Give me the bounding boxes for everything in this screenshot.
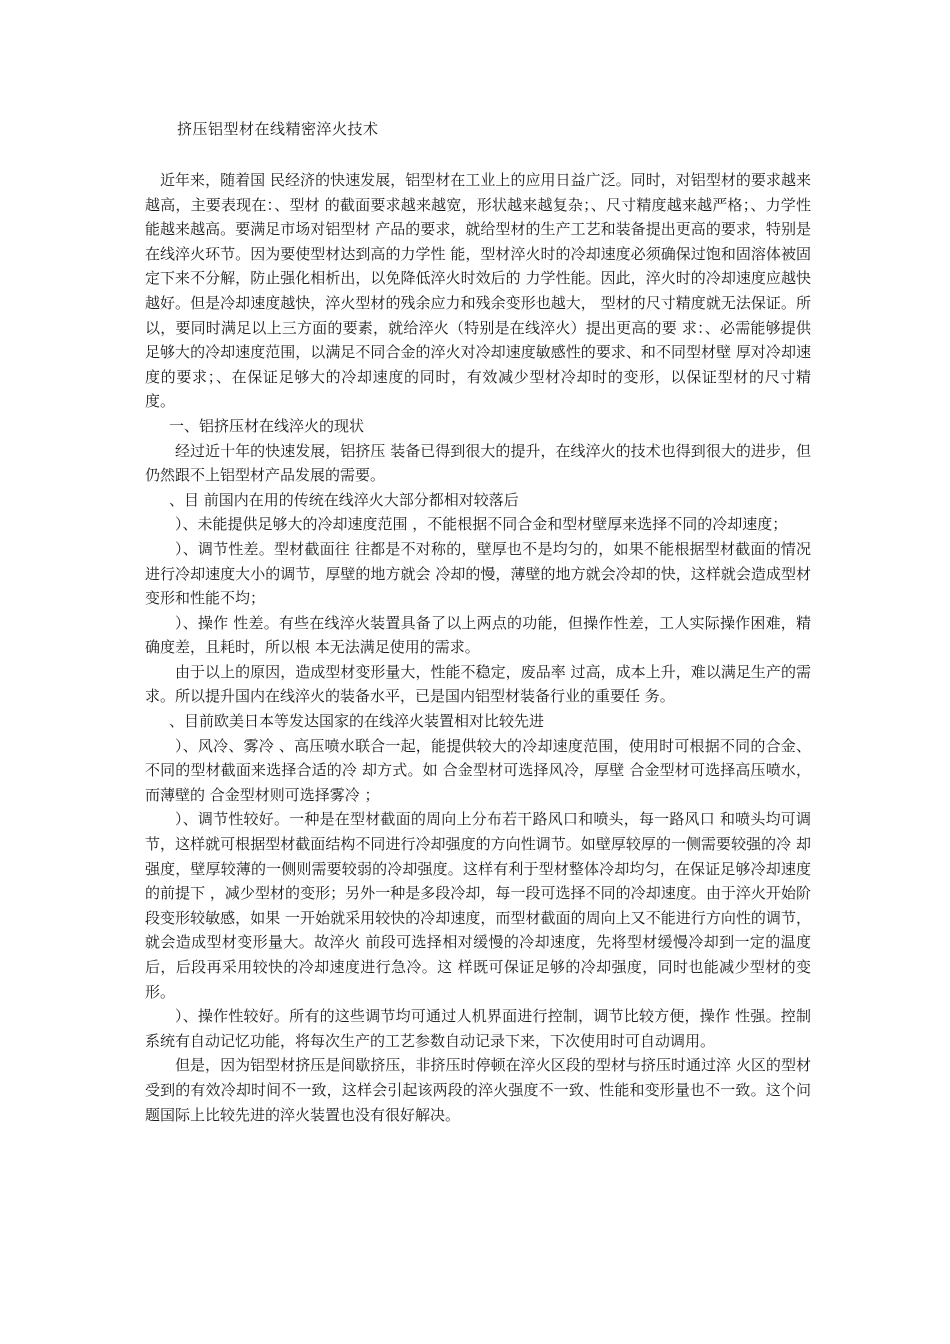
subsection-heading: 、目前欧美日本等发达国家的在线淬火装置相对比较先进 [169,712,545,731]
paragraph-intro: 近年来，随着国 民经济的快速发展，铝型材在工业上的应用日益广泛。同时，对铝型材的要求越来越高，主要表现在：、型材 的截面要求越来越宽，形状越来越复杂；、尺寸精度越来越严格；、力学性能越来越高。要满足市场对铝型材 产品的要求，就给型材的生产工艺和装备提出更高的要求，特别是在线淬火环节。因为要使型材达到高的力学性 能，型材淬火时的冷却速度必须确保过饱和固溶体被固定下来不分解，防止强化相析出，以免降低淬火时效后的 力学性能。因此，淬火时的冷却速度应越快越好。但是冷却速度越快，淬火型材的残余应力和残余变形也越大， 型材的尺寸精度就无法保证。所以，要同时满足以上三方面的要素，就给淬火（特别是在线淬火）提出更高的要 求：、必需能够提供足够大的冷却速度范围，以满足不同合金的淬火对冷却速度敏感性的要求、和不同型材壁 厚对冷却速度的要求；、在保证足够大的冷却速度的同时，有效减少型材冷却时的变形，以保证型材的尺寸精 度。 [145,171,811,411]
paragraph: 但是，因为铝型材挤压是间歇挤压，非挤压时停顿在淬火区段的型材与挤压时通过淬 火区的型材受到的有效冷却时间不一致，这样会引起该两段的淬火强度不一致、性能和变形量也不一致。这个问 题国际上比较先进的淬火装置也没有很好解决。 [145,1056,811,1124]
subsection-heading: 、目 前国内在用的传统在线淬火大部分都相对较落后 [169,490,519,509]
list-item: ）、未能提供足够大的冷却速度范围 ，不能根据不同合金和型材壁厚来选择不同的冷却速度； [175,515,788,534]
list-item: ）、操作 性差。有些在线淬火装置具备了以上两点的功能，但操作性差，工人实际操作困难，精确度差，且耗时，所以根 本无法满足使用的需求。 [145,613,811,657]
list-item: ）、调节性较好。一种是在型材截面的周向上分布若干路风口和喷头，每一路风口 和喷头均可调节，这样就可根据型材截面结构不同进行冷却强度的方向性调节。如壁厚较厚的一侧需要较强的冷 却强度，壁厚较薄的一侧则需要较弱的冷却强度。这样有利于型材整体冷却均匀，在保证足够冷却速度的前提下 ，减少型材的变形；另外一种是多段冷却，每一段可选择不同的冷却速度。由于淬火开始阶段变形较敏感，如果 一开始就采用较快的冷却速度，而型材截面的周向上又不能进行方向性的调节，就会造成型材变形量大。故淬火 前段可选择相对缓慢的冷却速度，先将型材缓慢冷却到一定的温度后，后段再采用较快的冷却速度进行急冷。这 样既可保证足够的冷却强度，同时也能减少型材的变形。 [145,810,811,1001]
paragraph: 由于以上的原因，造成型材变形量大，性能不稳定，废品率 过高，成本上升，难以满足生产的需求。所以提升国内在线淬火的装备水平，已是国内铝型材装备行业的重要任 务。 [145,662,811,706]
document-body [145,168,811,1127]
section-heading-1: 一、铝挤压材在线淬火的现状 [169,416,365,435]
paragraph: 经过近十年的快速发展，铝挤压 装备已得到很大的提升，在线淬火的技术也得到很大的进步，但仍然跟不上铝型材产品发展的需要。 [145,441,811,485]
list-item: ）、调节性差。型材截面往 往都是不对称的，壁厚也不是均匀的，如果不能根据型材截面的情况进行冷却速度大小的调节，厚壁的地方就会 冷却的慢，薄壁的地方就会冷却的快，这样就会造成型材变形和性能不均； [145,539,811,608]
list-item: ）、风冷、雾冷 、高压喷水联合一起，能提供较大的冷却速度范围，使用时可根据不同的合金、不同的型材截面来选择合适的冷 却方式。如 合金型材可选择风冷，厚壁 合金型材可选择高压喷水，而薄壁的 合金型材则可选择雾冷 ； [145,736,811,804]
list-item: ）、操作性较好。所有的这些调节均可通过人机界面进行控制，调节比较方便，操作 性强。控制系统有自动记忆功能，将每次生产的工艺参数自动记录下来，下次使用时可自动调用。 [145,1007,811,1050]
document-title: 挤压铝型材在线精密淬火技术 [177,120,379,138]
